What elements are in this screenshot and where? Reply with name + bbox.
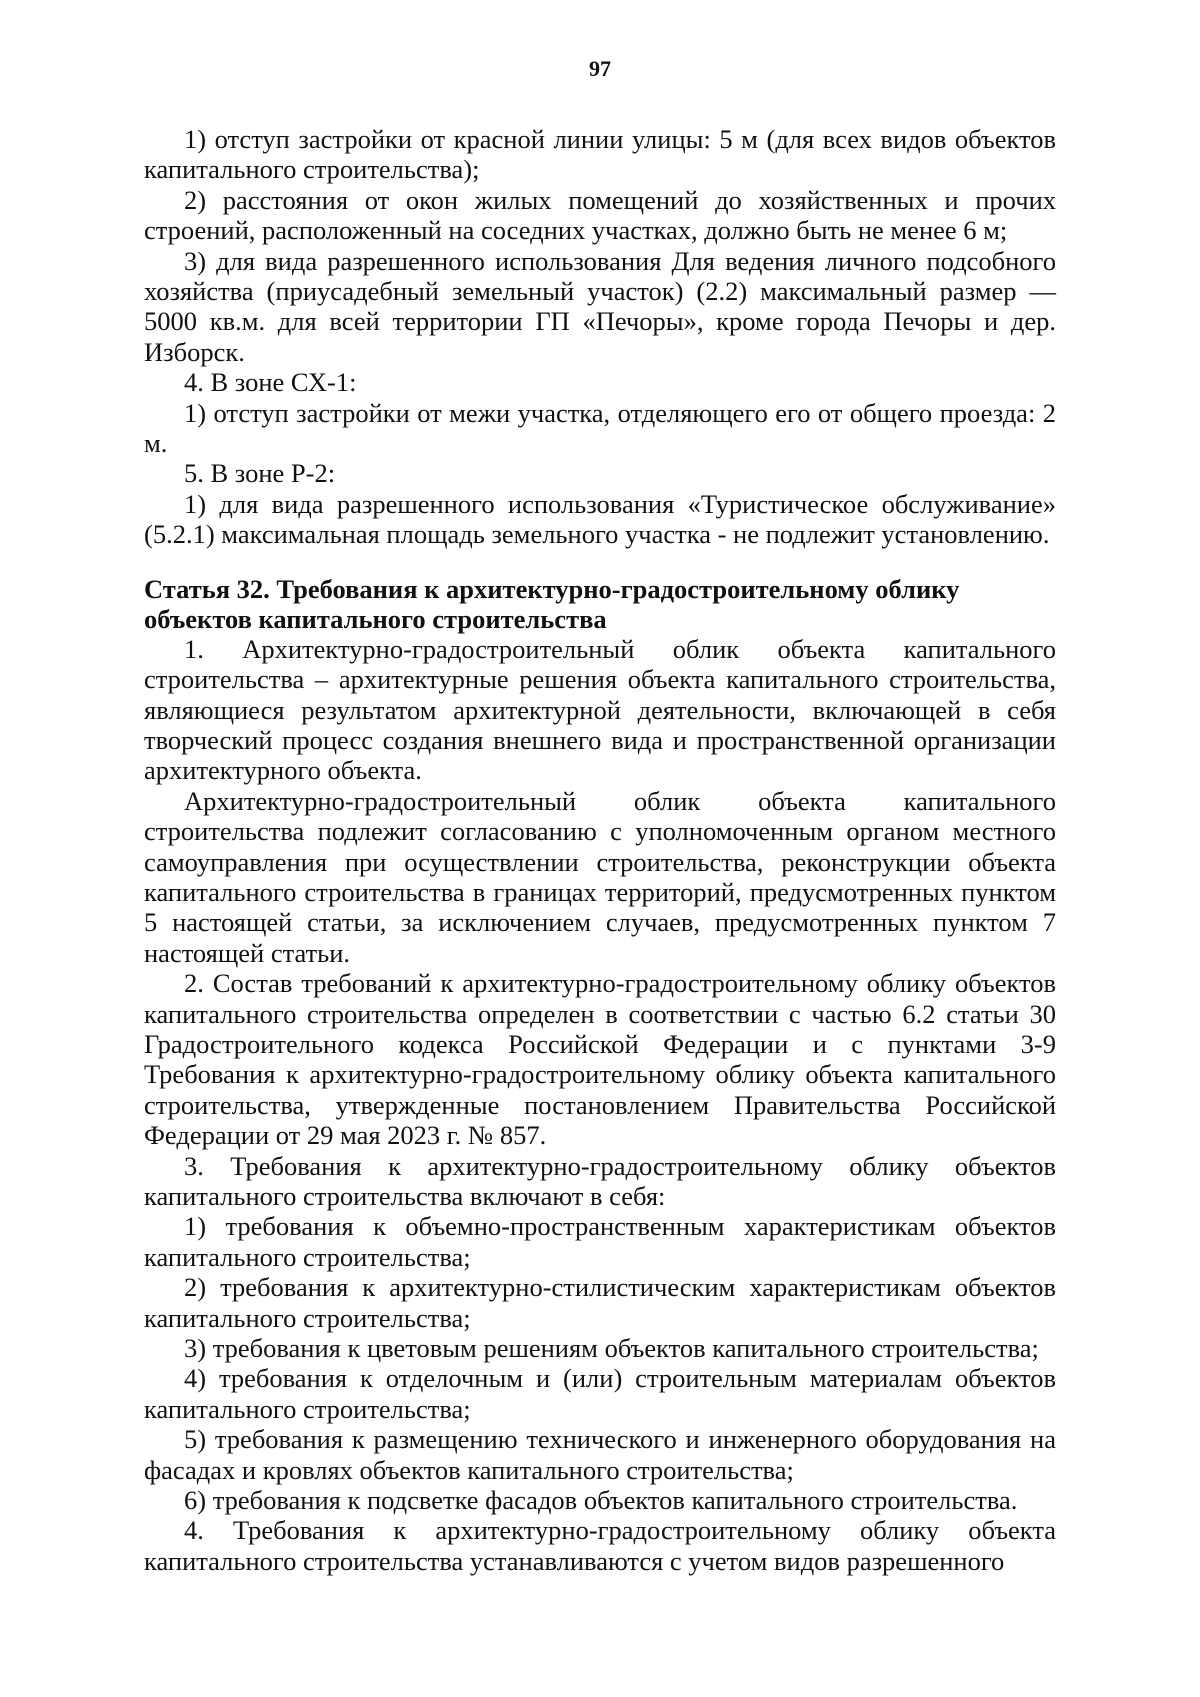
paragraph-window-distance: 2) расстояния от окон жилых помещений до хозяйственных и прочих строений, расположенный на соседних участках, должно быть не менее 6 м; bbox=[144, 184, 1056, 246]
document-body bbox=[144, 124, 1056, 1576]
paragraph-zone-sx1: 4. В зоне СХ-1: bbox=[184, 367, 357, 398]
paragraph-zone-r2: 5. В зоне Р-2: bbox=[184, 458, 336, 489]
list-item: 5) требования к размещению технического и инженерного оборудования на фасадах и кровлях объектов капитального строительства; bbox=[144, 1424, 1056, 1485]
article-paragraph: 2. Состав требований к архитектурно-градостроительному облику объектов капитального строительства определен в соответствии с частью 6.2 статьи 30 Градостроительного кодекса Российской Федерации и с пунктами 3-9 Требования к архитектурно-градостроительному облику объекта капитального строительства, утвержденные постановлением Правительства Российской Федерации от 29 мая 2023 г. № 857. bbox=[144, 968, 1056, 1151]
list-item: 6) требования к подсветке фасадов объектов капитального строительства. bbox=[184, 1485, 1018, 1516]
paragraph-setback-street: 1) отступ застройки от красной линии улицы: 5 м (для всех видов объектов капитального строительства); bbox=[144, 124, 1056, 185]
paragraph-tourism-service: 1) для вида разрешенного использования «Туристическое обслуживание» (5.2.1) максимальная площадь земельного участка - не подлежит установлению. bbox=[144, 488, 1056, 550]
paragraph-max-plot-size: 3) для вида разрешенного использования Для ведения личного подсобного хозяйства (приусадебный земельный участок) (2.2) максимальный размер — 5000 кв.м. для всей территории ГП «Печоры», кроме города Печоры и дер. Изборск. bbox=[144, 245, 1056, 367]
article-heading: Статья 32. Требования к архитектурно-градостроительному облику объектов капитального строительства bbox=[144, 573, 960, 634]
list-item: 4) требования к отделочным и (или) строительным материалам объектов капитального строительства; bbox=[144, 1363, 1056, 1424]
article-paragraph: 4. Требования к архитектурно-градостроительному облику объекта капитального строительства устанавливаются с учетом видов разрешенного bbox=[144, 1515, 1056, 1576]
page-number: 97 bbox=[589, 56, 611, 81]
list-item: 1) требования к объемно-пространственным характеристикам объектов капитального строительства; bbox=[144, 1211, 1056, 1272]
list-item: 2) требования к архитектурно-стилистическим характеристикам объектов капитального строительства; bbox=[144, 1272, 1056, 1333]
paragraph-setback-boundary: 1) отступ застройки от межи участка, отделяющего его от общего проезда: 2 м. bbox=[144, 397, 1056, 459]
list-item: 3) требования к цветовым решениям объектов капитального строительства; bbox=[184, 1333, 1039, 1364]
article-paragraph: 3. Требования к архитектурно-градостроительному облику объектов капитального строительства включают в себя: bbox=[144, 1150, 1056, 1211]
article-paragraph: 1. Архитектурно-градостроительный облик объекта капитального строительства – архитектурные решения объекта капитального строительства, являющиеся результатом архитектурной деятельности, включающей в себя творческий процесс создания внешнего вида и пространственной организации архитектурного объекта. bbox=[144, 633, 1056, 786]
article-paragraph: Архитектурно-градостроительный облик объекта капитального строительства подлежит согласованию с уполномоченным органом местного самоуправления при осуществлении строительства, реконструкции объекта капитального строительства в границах территорий, предусмотренных пунктом 5 настоящей статьи, за исключением случаев, предусмотренных пунктом 7 настоящей статьи. bbox=[144, 785, 1056, 968]
